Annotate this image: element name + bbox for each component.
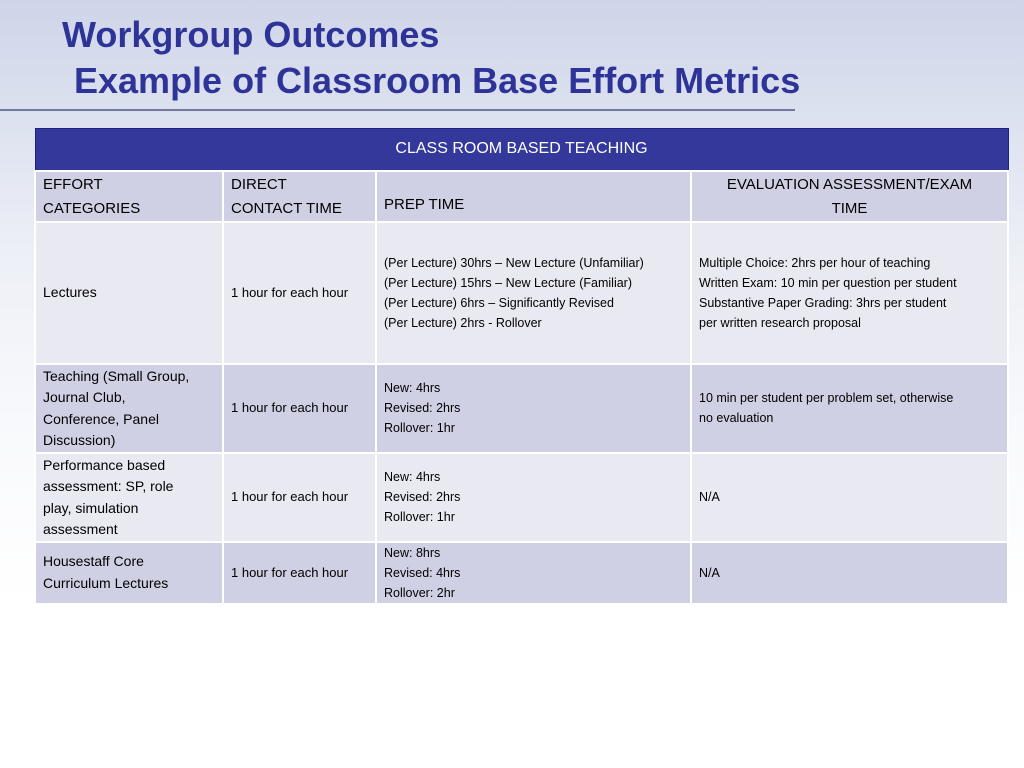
header-prep-time: PREP TIME <box>376 171 691 222</box>
prep-line: Revised: 2hrs <box>384 490 461 504</box>
header-effort-categories <box>35 171 223 222</box>
slide-title <box>62 12 800 104</box>
category-line: Journal Club, <box>43 389 126 405</box>
evaluation-cell: N/A <box>691 453 1008 542</box>
header-evaluation-time <box>691 171 1008 222</box>
evaluation-cell: N/A <box>691 542 1008 604</box>
eval-line: per written research proposal <box>699 315 861 330</box>
prep-line: Revised: 2hrs <box>384 401 461 415</box>
table-row <box>35 453 1008 542</box>
effort-metrics-table <box>34 128 1009 605</box>
title-divider <box>0 109 795 111</box>
prep-time-cell <box>376 364 691 453</box>
table-row <box>35 222 1008 364</box>
table-row <box>35 364 1008 453</box>
header-effort-line-1: EFFORT <box>43 175 103 193</box>
category-line: assessment <box>43 521 118 537</box>
table-header-row <box>35 171 1008 222</box>
evaluation-cell <box>691 364 1008 453</box>
direct-contact-cell: 1 hour for each hour <box>223 542 376 604</box>
prep-time-cell <box>376 542 691 604</box>
eval-line: Substantive Paper Grading: 3hrs per student <box>699 295 947 310</box>
category-line: Housestaff Core <box>43 553 144 569</box>
eval-line: no evaluation <box>699 411 774 425</box>
category-cell: Lectures <box>35 222 223 364</box>
header-eval-line-2: TIME <box>831 199 868 217</box>
prep-line: Rollover: 1hr <box>384 421 455 435</box>
prep-line: (Per Lecture) 6hrs – Significantly Revised <box>384 295 614 310</box>
table-row <box>35 542 1008 604</box>
direct-contact-cell: 1 hour for each hour <box>223 222 376 364</box>
prep-line: (Per Lecture) 15hrs – New Lecture (Familiar) <box>384 275 632 290</box>
prep-line: Rollover: 1hr <box>384 510 455 524</box>
prep-line: New: 8hrs <box>384 545 441 560</box>
prep-line: Rollover: 2hr <box>384 585 455 600</box>
eval-line: Written Exam: 10 min per question per student <box>699 275 957 290</box>
eval-line: Multiple Choice: 2hrs per hour of teaching <box>699 255 931 270</box>
table-banner: CLASS ROOM BASED TEACHING <box>35 129 1008 171</box>
direct-contact-cell: 1 hour for each hour <box>223 364 376 453</box>
header-effort-line-2: CATEGORIES <box>43 199 141 217</box>
title-line-1: Workgroup Outcomes <box>62 14 440 55</box>
eval-line: 10 min per student per problem set, otherwise <box>699 391 954 405</box>
evaluation-cell <box>691 222 1008 364</box>
direct-contact-cell: 1 hour for each hour <box>223 453 376 542</box>
category-line: Conference, Panel <box>43 410 159 427</box>
category-line: play, simulation <box>43 499 139 516</box>
category-cell <box>35 542 223 604</box>
table-banner-row <box>35 129 1008 171</box>
header-direct-line-2: CONTACT TIME <box>231 199 342 217</box>
prep-line: (Per Lecture) 30hrs – New Lecture (Unfamiliar) <box>384 255 644 270</box>
category-line: Curriculum Lectures <box>43 574 169 591</box>
prep-time-cell <box>376 222 691 364</box>
header-direct-contact-time <box>223 171 376 222</box>
category-line: Teaching (Small Group, <box>43 367 190 384</box>
prep-line: New: 4hrs <box>384 381 441 395</box>
prep-line: New: 4hrs <box>384 470 441 484</box>
category-line: Performance based <box>43 456 166 473</box>
prep-time-cell <box>376 453 691 542</box>
title-line-2: Example of Classroom Base Effort Metrics <box>74 60 801 101</box>
header-direct-line-1: DIRECT <box>231 175 287 193</box>
prep-line: (Per Lecture) 2hrs - Rollover <box>384 315 542 330</box>
header-eval-line-1: EVALUATION ASSESSMENT/EXAM <box>726 175 973 193</box>
prep-line: Revised: 4hrs <box>384 565 461 580</box>
category-line: Discussion) <box>43 432 116 448</box>
category-cell <box>35 364 223 453</box>
category-line: assessment: SP, role <box>43 478 174 494</box>
category-cell <box>35 453 223 542</box>
